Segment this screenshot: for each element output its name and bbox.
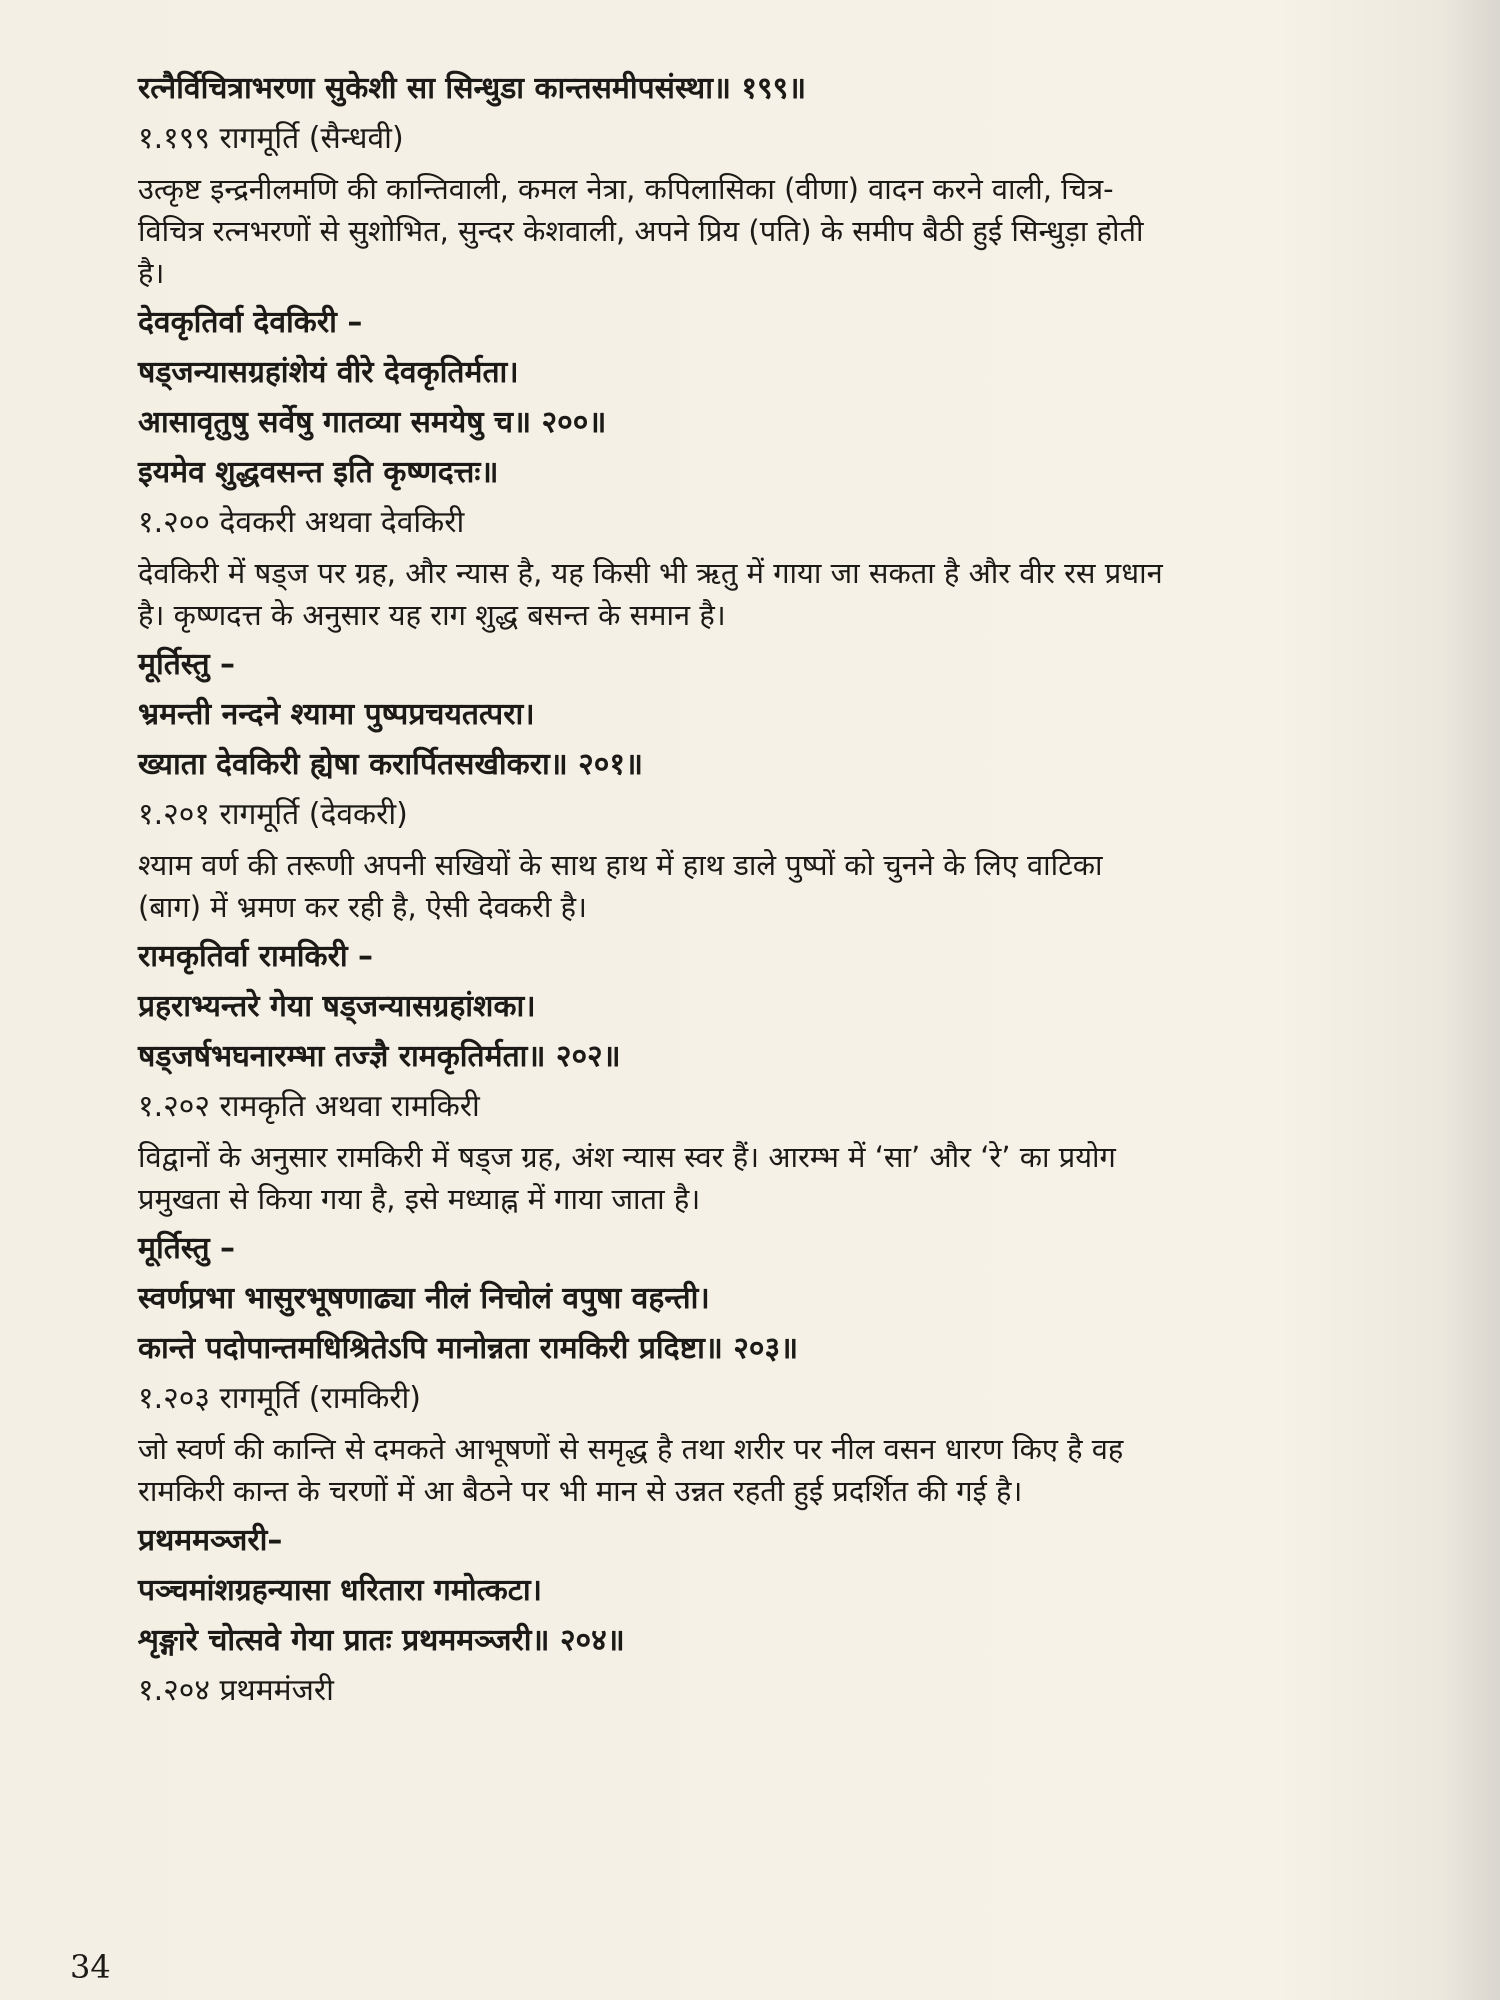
verse-line: ख्याता देवकिरी ह्येषा करार्पितसखीकरा॥ २०१॥ (138, 747, 643, 782)
prose-line: विचित्र रत्नभरणों से सुशोभित, सुन्दर केशवाली, अपने प्रिय (पति) के समीप बैठी हुई सिन्धुड़ा होती (138, 214, 1144, 248)
section-label: १.२०३ रागमूर्ति (रामकिरी) (138, 1381, 421, 1416)
section-label: १.२०० देवकरी अथवा देवकिरी (138, 505, 465, 540)
raga-heading: मूर्तिस्तु – (138, 1231, 236, 1266)
verse-line: भ्रमन्ती नन्दने श्यामा पुष्पप्रचयतत्परा। (138, 697, 535, 732)
prose-line: (बाग) में भ्रमण कर रही है, ऐसी देवकरी है। (138, 890, 588, 924)
section-label: १.२०२ रामकृति अथवा रामकिरी (138, 1089, 480, 1124)
prose-line: प्रमुखता से किया गया है, इसे मध्याह्न में गाया जाता है। (138, 1182, 701, 1216)
page-body (138, 68, 1378, 1712)
verse-line: स्वर्णप्रभा भासुरभूषणाढ्या नीलं निचोलं वपुषा वहन्ती। (138, 1281, 710, 1316)
section-label: १.२०१ रागमूर्ति (देवकरी) (138, 797, 408, 832)
section-label: १.२०४ प्रथममंजरी (138, 1673, 334, 1708)
verse-line: शृङ्गारे चोत्सवे गेया प्रातः प्रथममञ्जरी॥ २०४॥ (138, 1623, 625, 1658)
verse-line: कान्ते पदोपान्तमधिश्रितेऽपि मानोन्नता रामकिरी प्रदिष्टा॥ २०३॥ (138, 1331, 799, 1366)
verse-line: इयमेव शुद्धवसन्त इति कृष्णदत्तः॥ (138, 455, 499, 490)
section-label: १.१९९ रागमूर्ति (सैन्धवी) (138, 121, 404, 156)
prose-line: है। (138, 256, 165, 290)
verse-line: पञ्चमांशग्रहन्यासा धरितारा गमोत्कटा। (138, 1573, 543, 1608)
prose-line: श्याम वर्ण की तरूणी अपनी सखियों के साथ हाथ में हाथ डाले पुष्पों को चुनने के लिए वाटिका (138, 848, 1103, 882)
prose-line: रामकिरी कान्त के चरणों में आ बैठने पर भी मान से उन्नत रहती हुई प्रदर्शित की गई है। (138, 1474, 1023, 1508)
verse-line: प्रहराभ्यन्तरे गेया षड्जन्यासग्रहांशका। (138, 989, 536, 1024)
raga-heading: प्रथममञ्जरी– (138, 1523, 283, 1558)
verse-line: षड्जर्षभघनारम्भा तज्ज्ञै रामकृतिर्मता॥ २०२॥ (138, 1039, 621, 1074)
prose-line: है। कृष्णदत्त के अनुसार यह राग शुद्ध बसन्त के समान है। (138, 598, 726, 632)
raga-heading: मूर्तिस्तु – (138, 647, 236, 682)
raga-heading: रामकृतिर्वा रामकिरी – (138, 939, 374, 974)
prose-line: देवकिरी में षड्ज पर ग्रह, और न्यास है, यह किसी भी ऋतु में गाया जा सकता है और वीर रस प्रधान (138, 556, 1163, 590)
prose-line: जो स्वर्ण की कान्ति से दमकते आभूषणों से समृद्ध है तथा शरीर पर नील वसन धारण किए है वह (138, 1432, 1124, 1466)
verse-line: रत्नैर्विचित्राभरणा सुकेशी सा सिन्धुडा कान्तसमीपसंस्था॥ १९९॥ (138, 71, 807, 106)
raga-heading: देवकृतिर्वा देवकिरी – (138, 305, 363, 340)
prose-line: उत्कृष्ट इन्द्रनीलमणि की कान्तिवाली, कमल नेत्रा, कपिलासिका (वीणा) वादन करने वाली, चित्र- (138, 172, 1114, 206)
page-number: 34 (70, 1948, 111, 1986)
prose-line: विद्वानों के अनुसार रामकिरी में षड्ज ग्रह, अंश न्यास स्वर हैं। आरम्भ में ‘सा’ और ‘रे’ का प्रयोग (138, 1140, 1116, 1174)
verse-line: षड्जन्यासग्रहांशेयं वीरे देवकृतिर्मता। (138, 355, 519, 390)
verse-line: आसावृतुषु सर्वेषु गातव्या समयेषु च॥ २००॥ (138, 405, 607, 440)
